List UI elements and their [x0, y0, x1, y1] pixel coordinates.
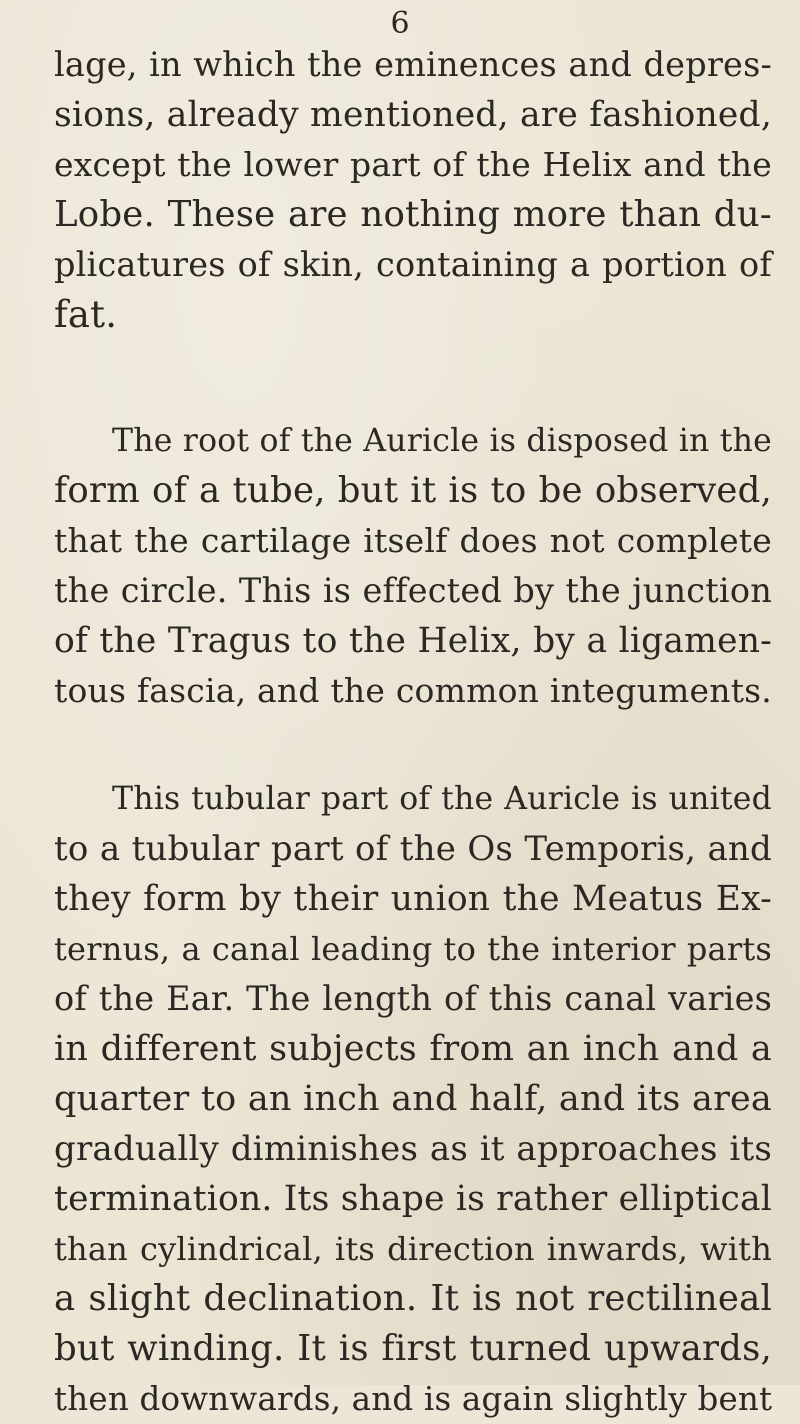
- text-line: fat.: [54, 293, 118, 336]
- text-line: they form by their union the Meatus Ex-: [54, 879, 772, 919]
- text-line: to a tubular part of the Os Temporis, and: [54, 829, 772, 869]
- text-line: a slight declination. It is not rectilineal: [54, 1278, 772, 1319]
- text-line: ternus, a canal leading to the interior parts: [54, 930, 772, 968]
- text-line: than cylindrical, its direction inwards, with: [54, 1230, 772, 1268]
- text-line: but winding. It is first turned upwards,: [54, 1328, 772, 1369]
- text-line: This tubular part of the Auricle is united: [112, 781, 772, 817]
- text-line: of the Ear. The length of this canal varies: [54, 979, 772, 1018]
- text-line: quarter to an inch and half, and its area: [54, 1079, 772, 1119]
- text-line: gradually diminishes as it approaches its: [54, 1129, 772, 1169]
- text-line: except the lower part of the Helix and the: [54, 145, 772, 184]
- paragraph-3: [54, 774, 772, 1424]
- text-line: termination. Its shape is rather elliptical: [54, 1179, 773, 1219]
- paragraph-1: [54, 40, 772, 340]
- text-line: lage, in which the eminences and depres-: [54, 45, 772, 84]
- text-line: that the cartilage itself does not complete: [54, 521, 772, 560]
- text-line: form of a tube, but it is to be observed,: [54, 470, 772, 511]
- paragraph-2: [54, 416, 772, 716]
- text-line: The root of the Auricle is disposed in the: [112, 423, 772, 459]
- text-line: in different subjects from an inch and a: [54, 1029, 772, 1069]
- text-line: sions, already mentioned, are fashioned,: [54, 95, 772, 135]
- text-line: tous fascia, and the common integuments.: [54, 671, 772, 710]
- page-number: 6: [390, 6, 410, 41]
- text-line: plicatures of skin, containing a portion of: [54, 245, 772, 284]
- text-line: of the Tragus to the Helix, by a ligamen-: [54, 621, 772, 661]
- text-line: Lobe. These are nothing more than du-: [54, 194, 772, 235]
- text-line: then downwards, and is again slightly bent: [54, 1380, 773, 1418]
- text-line: the circle. This is effected by the junction: [54, 571, 772, 610]
